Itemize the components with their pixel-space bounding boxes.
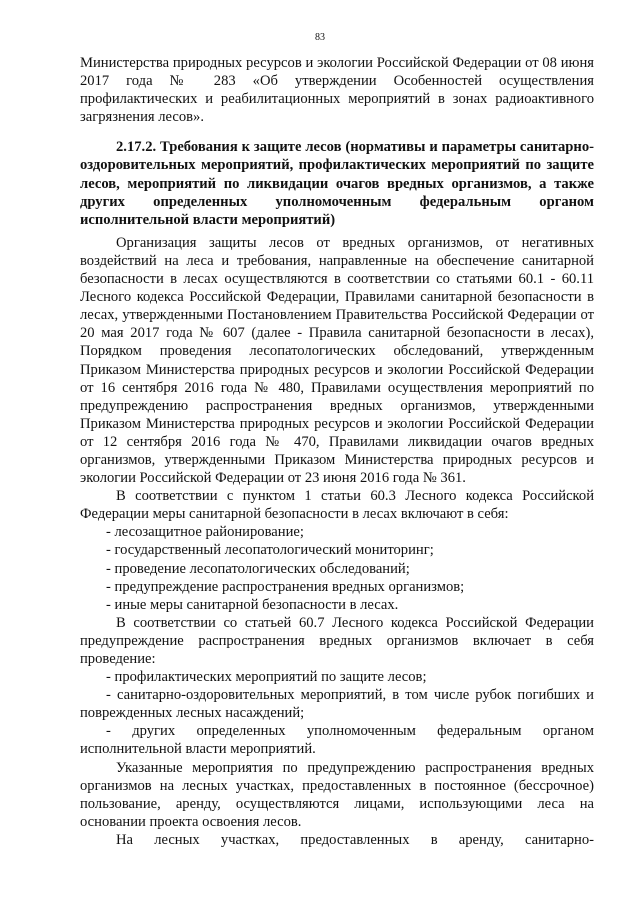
- list-item: - проведение лесопатологических обследований;: [106, 560, 410, 577]
- paragraph-legal-basis: Организация защиты лесов от вредных организмов, от негативных воздействий на леса и требования, направленные на обеспечение санитарной безопасности в лесах осуществляются в соответствии со статьями 60.1 - 60.11 Лесного кодекса Российской Федерации, Правилами санитарной безопасности в лесах, утвержденными Постановлением Правительства Российской Федерации от 20 мая 2017 года № 607 (далее - Правила санитарной безопасности в лесах), Порядком проведения лесопатологических обследований, утвержденным Приказом Министерства природных ресурсов и экологии Российской Федерации от 16 сентября 2016 года № 480, Правилами осуществления мероприятий по предупреждению распространения вредных организмов, утвержденными Приказом Министерства природных ресурсов и экологии Российской Федерации от 12 сентября 2016 года № 470, Правилами ликвидации очагов вредных организмов, утвержденными Приказом Министерства природных ресурсов и экологии Российской Федерации от 23 июня 2016 года № 361.: [80, 234, 594, 487]
- list-item: - предупреждение распространения вредных организмов;: [106, 578, 465, 595]
- page-number: 83: [315, 32, 325, 43]
- intro-paragraph: Министерства природных ресурсов и экологии Российской Федерации от 08 июня 2017 года № 283 «Об утверждении Особенностей осуществления профилактических и реабилитационных мероприятий в зонах радиоактивного загрязнения лесов».: [80, 55, 594, 126]
- paragraph-measures-executors: Указанные мероприятия по предупреждению распространения вредных организмов на лесных участках, предоставленных в постоянное (бессрочное) пользование, аренду, осуществляются лицами, использующими леса на основании проекта освоения лесов.: [80, 759, 594, 830]
- list-item: - государственный лесопатологический мониторинг;: [106, 542, 434, 559]
- list-item: - лесозащитное районирование;: [106, 524, 304, 541]
- paragraph-sanitary-measures: В соответствии с пунктом 1 статьи 60.3 Лесного кодекса Российской Федерации меры санитарной безопасности в лесах включают в себя:: [80, 488, 594, 523]
- page-body: [80, 54, 594, 849]
- section-heading: 2.17.2. Требования к защите лесов (нормативы и параметры санитарно-оздоровительных мероприятий, профилактических мероприятий по защите лесов, мероприятий по ликвидации очагов вредных организмов, а также других определенных уполномоченным федеральным органом исполнительной власти мероприятий): [80, 139, 594, 228]
- paragraph-prevention: В соответствии со статьей 60.7 Лесного кодекса Российской Федерации предупреждение распространения вредных организмов включает в себя проведение:: [80, 614, 594, 667]
- list-item: - других определенных уполномоченным федеральным органом исполнительной власти мероприятий.: [80, 723, 594, 758]
- list-item: - санитарно-оздоровительных мероприятий, в том числе рубок погибших и поврежденных лесных насаждений;: [80, 687, 594, 722]
- list-item: - иные меры санитарной безопасности в лесах.: [106, 596, 399, 613]
- list-item: - профилактических мероприятий по защите лесов;: [106, 669, 427, 686]
- paragraph-lease-plots: На лесных участках, предоставленных в аренду, санитарно-: [116, 831, 594, 848]
